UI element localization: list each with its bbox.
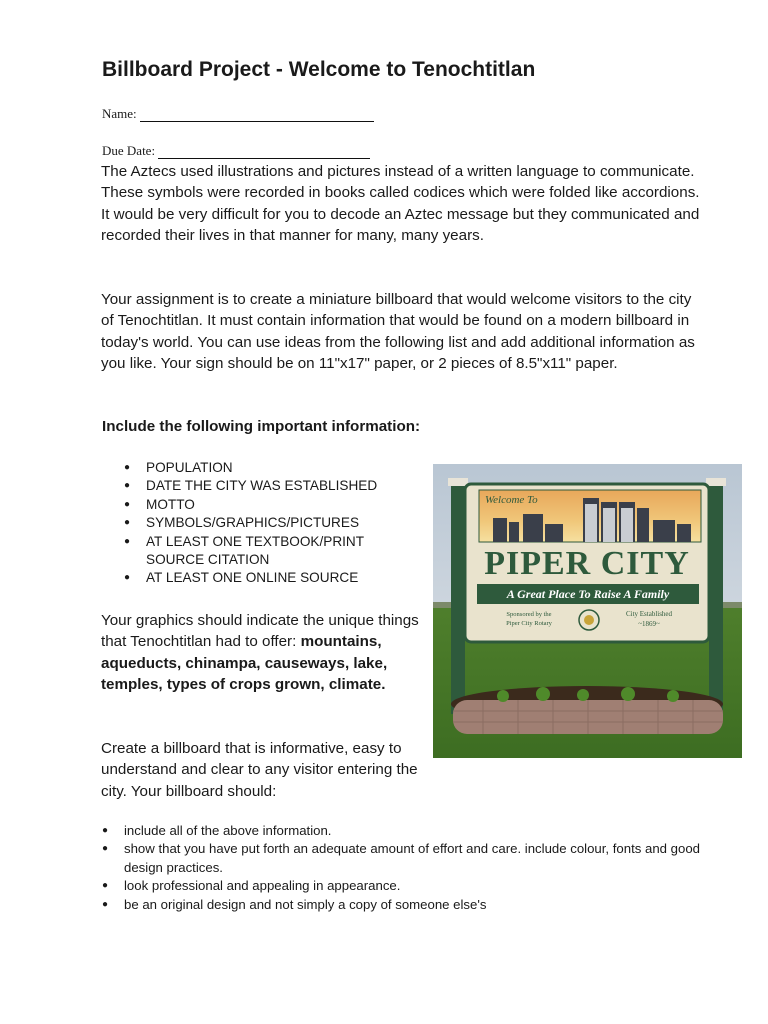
due-date-field xyxy=(102,143,370,159)
list-item: ● show that you have put forth an adequate amount of effort and care. include colour, fonts and good design practices. xyxy=(102,840,702,877)
sign-city-name: PIPER CITY xyxy=(484,545,690,582)
list-item: ● DATE THE CITY WAS ESTABLISHED xyxy=(124,477,424,495)
list-item: ● include all of the above information. xyxy=(102,822,702,840)
due-date-label: Due Date: xyxy=(102,143,156,158)
piper-city-sign-photo xyxy=(433,464,742,758)
sign-welcome: Welcome To xyxy=(485,494,538,506)
include-heading: Include the following important information: xyxy=(102,418,421,435)
assignment-paragraph: Your assignment is to create a miniature billboard that would welcome visitors to the city of Tenochtitlan. It must contain information that would be found on a modern billboard in today's world. You can use ideas from the following list and add additional information as you like. Your sign should be on 11"x17" paper, or 2 pieces of 8.5"x11" paper. xyxy=(101,291,695,372)
list-item: ● AT LEAST ONE ONLINE SOURCE xyxy=(124,569,424,587)
list-item: ● look professional and appealing in appearance. xyxy=(102,877,702,895)
sign-sponsor-line2: Piper City Rotary xyxy=(506,620,552,627)
list-item: ● AT LEAST ONE TEXTBOOK/PRINT SOURCE CITATION xyxy=(124,533,424,570)
include-list xyxy=(124,459,424,588)
sign-slogan: A Great Place To Raise A Family xyxy=(506,587,670,601)
page-title: Billboard Project - Welcome to Tenochtitlan xyxy=(102,58,536,81)
graphics-paragraph xyxy=(101,610,436,695)
list-item: ● be an original design and not simply a copy of someone else's xyxy=(102,896,702,914)
list-item: ● MOTTO xyxy=(124,496,424,514)
sign-established-line2: ~1869~ xyxy=(638,620,660,628)
intro-paragraph: The Aztecs used illustrations and pictures instead of a written language to communicate. These symbols were recorded in books called codices which were folded like accordions. It would be very difficult for you to decode an Aztec message but they communicated and recorded their lives in that manner for many, many years. xyxy=(101,163,700,244)
graphics-bold-list: mountains, aqueducts, chinampa, causeways, lake, temples, types of crops grown, climate. xyxy=(101,633,388,693)
sign-established-line1: City Established xyxy=(625,610,673,618)
list-item: ● SYMBOLS/GRAPHICS/PICTURES xyxy=(124,514,424,532)
name-label: Name: xyxy=(102,106,137,121)
should-list xyxy=(102,822,702,914)
name-line xyxy=(140,109,374,122)
graphics-text: Your graphics should indicate the unique things that Tenochtitlan had to offer: xyxy=(101,612,419,651)
sign-sponsor-line1: Sponsored by the xyxy=(506,611,552,618)
list-item: ● POPULATION xyxy=(124,459,424,477)
name-field xyxy=(102,106,374,122)
create-paragraph: Create a billboard that is informative, easy to understand and clear to any visitor entering the city. Your billboard should: xyxy=(101,740,418,800)
due-date-line xyxy=(158,146,370,159)
